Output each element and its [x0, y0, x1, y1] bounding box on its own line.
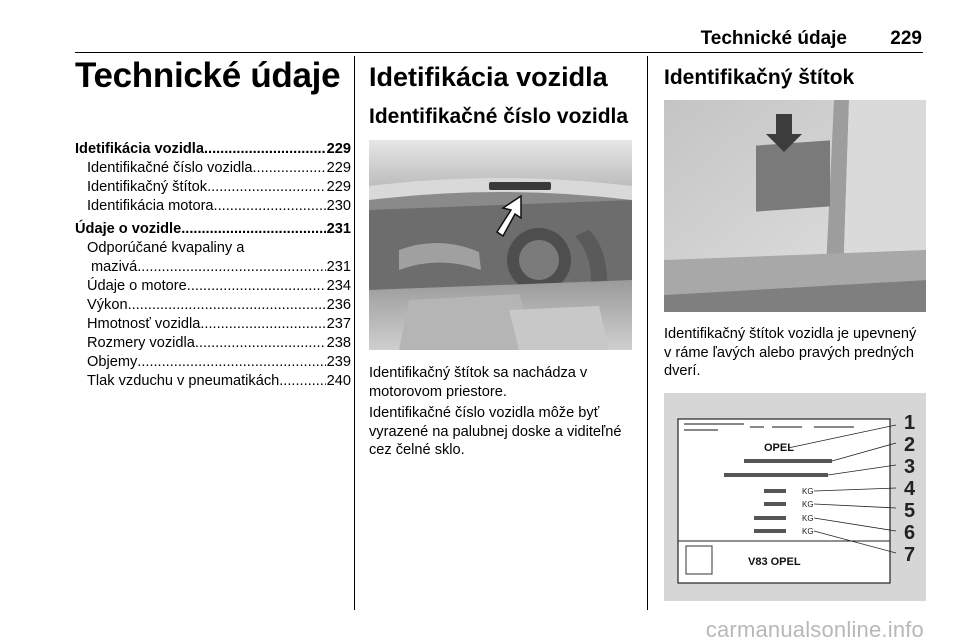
toc-item	[75, 239, 351, 258]
callout-4: 4	[904, 478, 916, 500]
callout-6: 6	[904, 522, 916, 544]
subsection-title: Identifikačné číslo vozidla	[369, 105, 629, 128]
toc-label: mazivá	[91, 259, 138, 275]
toc-label: Hmotnosť vozidla	[87, 316, 201, 332]
toc-label: Rozmery vozidla	[87, 335, 195, 351]
toc-label: Odporúčané kvapaliny a	[87, 240, 245, 256]
section-title-plate: Identifikačný štítok	[664, 66, 855, 89]
toc-page: 234	[326, 278, 351, 294]
id-plate-sticker	[756, 140, 830, 211]
toc-item	[75, 178, 351, 197]
toc-label: Identifikačné číslo vozidla	[87, 160, 253, 176]
toc-label: Údaje o vozidle	[75, 221, 182, 237]
paragraph-plate-location: Identifikačný štítok sa nachádza v motorovom priestore.	[369, 365, 588, 400]
toc-leader	[204, 140, 326, 159]
toc-leader	[195, 334, 326, 353]
toc-page: 237	[326, 316, 351, 332]
plate-brand: OPEL	[764, 442, 794, 454]
toc-leader	[181, 220, 325, 239]
toc-item	[75, 372, 351, 391]
toc-leader	[200, 315, 325, 334]
id-plate-diagram	[664, 393, 926, 601]
toc-item	[75, 258, 351, 277]
toc-page: 238	[326, 335, 351, 351]
toc-item	[75, 159, 351, 178]
table-of-contents	[75, 140, 351, 391]
plate-weight-unit: KG	[802, 500, 814, 509]
toc-item	[75, 334, 351, 353]
paragraph-plate-position: Identifikačný štítok vozidla je upevnený v ráme ľavých alebo pravých predných dverí.	[664, 326, 917, 379]
toc-page: 231	[326, 221, 351, 237]
watermark: carmanualsonline.info	[705, 617, 924, 642]
toc-leader	[137, 353, 325, 372]
toc-leader	[207, 178, 326, 197]
toc-page: 230	[326, 198, 351, 214]
toc-page: 229	[326, 160, 351, 176]
plate-weight-unit: KG	[802, 487, 814, 496]
toc-leader	[137, 258, 325, 277]
toc-section	[75, 220, 351, 239]
callout-2: 2	[904, 434, 916, 456]
toc-page: 236	[326, 297, 351, 313]
toc-page: 229	[326, 141, 351, 157]
callout-7: 7	[904, 544, 916, 566]
toc-leader	[252, 159, 325, 178]
engine-bay-photo	[369, 140, 632, 350]
toc-label: Identifikácia motora	[87, 198, 214, 214]
toc-item	[75, 197, 351, 216]
engine-bay-label	[489, 182, 551, 190]
toc-item	[75, 315, 351, 334]
callout-5: 5	[904, 500, 916, 522]
toc-page: 229	[326, 179, 351, 195]
toc-label: Údaje o motore	[87, 278, 187, 294]
toc-leader	[214, 197, 326, 216]
toc-page: 239	[326, 354, 351, 370]
chapter-title: Technické údaje	[75, 56, 341, 95]
section-title: Idetifikácia vozidla	[369, 62, 608, 92]
header-rule	[75, 52, 923, 53]
toc-leader	[279, 372, 325, 391]
toc-leader	[187, 277, 326, 296]
running-header-title: Technické údaje	[700, 28, 847, 49]
toc-label: Výkon	[87, 297, 128, 313]
toc-label: Idetifikácia vozidla	[75, 141, 204, 157]
toc-section	[75, 140, 351, 159]
column-divider-2	[647, 56, 648, 610]
callout-1: 1	[904, 412, 916, 434]
toc-leader	[128, 296, 326, 315]
callout-3: 3	[904, 456, 916, 478]
toc-label: Identifikačný štítok	[87, 179, 208, 195]
toc-item	[75, 353, 351, 372]
paragraph-vin-location: Identifikačné číslo vozidla môže byť vyrazené na palubnej doske a viditeľné cez čelné sklo.	[369, 405, 622, 458]
toc-item	[75, 277, 351, 296]
column-divider-1	[354, 56, 355, 610]
toc-label: Tlak vzduchu v pneumatikách	[87, 373, 280, 389]
toc-item	[75, 296, 351, 315]
plate-weight-unit: KG	[802, 514, 814, 523]
toc-page: 240	[326, 373, 351, 389]
door-frame-photo	[664, 100, 926, 312]
plate-bottom-text: V83 OPEL	[748, 556, 801, 568]
toc-page: 231	[326, 259, 351, 275]
plate-weight-unit: KG	[802, 527, 814, 536]
toc-label: Objemy	[87, 354, 138, 370]
page-number: 229	[890, 28, 922, 49]
